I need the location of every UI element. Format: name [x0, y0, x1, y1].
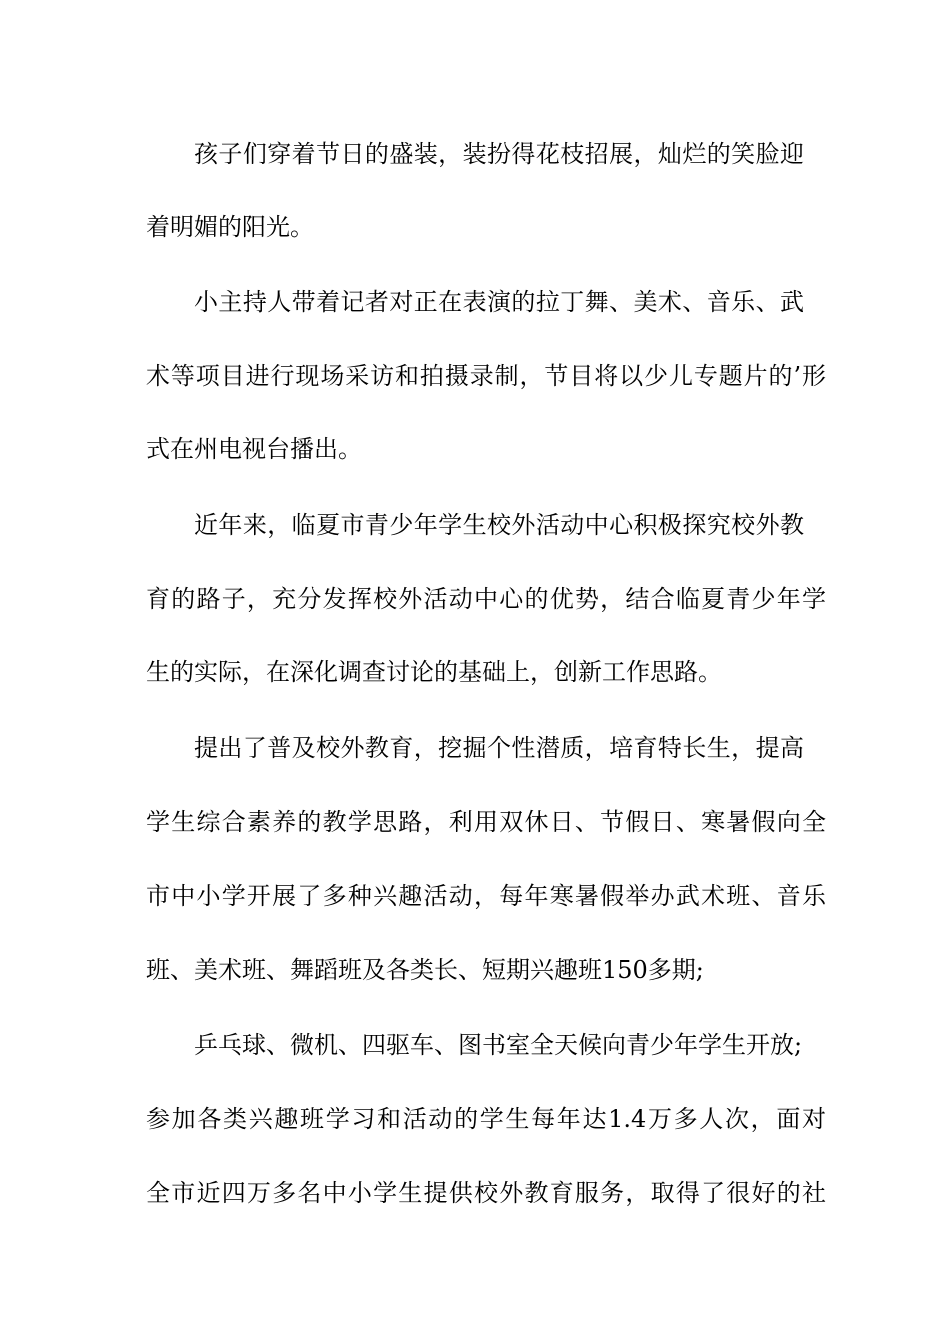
paragraph-5-line-3: 全市近四万多名中小学生提供校外教育服务，取得了很好的社 — [146, 1179, 826, 1207]
paragraph-4-line-3: 市中小学开展了多种兴趣活动，每年寒暑假举办武术班、音乐 — [146, 882, 826, 910]
paragraph-3-line-3: 生的实际，在深化调查讨论的基础上，创新工作思路。 — [146, 658, 722, 686]
paragraph-5-line-2: 参加各类兴趣班学习和活动的学生每年达1.4万多人次，面对 — [146, 1105, 826, 1133]
paragraph-3-line-2: 育的路子，充分发挥校外活动中心的优势，结合临夏青少年学 — [146, 585, 826, 613]
paragraph-2-line-1: 小主持人带着记者对正在表演的拉丁舞、美术、音乐、武 — [194, 288, 804, 316]
paragraph-4-line-2: 学生综合素养的教学思路，利用双休日、节假日、寒暑假向全 — [146, 808, 826, 836]
paragraph-2-line-3: 式在州电视台播出。 — [146, 435, 362, 463]
paragraph-5-line-1: 乒乓球、微机、四驱车、图书室全天候向青少年学生开放; — [194, 1031, 803, 1059]
paragraph-4-line-4: 班、美术班、舞蹈班及各类长、短期兴趣班150多期; — [146, 956, 704, 984]
paragraph-1-line-1: 孩子们穿着节日的盛装，装扮得花枝招展，灿烂的笑脸迎 — [194, 140, 804, 168]
paragraph-2-line-2: 术等项目进行现场采访和拍摄录制，节目将以少儿专题片的’形 — [146, 362, 826, 390]
paragraph-1-line-2: 着明媚的阳光。 — [146, 213, 314, 241]
paragraph-4-line-1: 提出了普及校外教育，挖掘个性潜质，培育特长生，提高 — [194, 734, 804, 762]
paragraph-3-line-1: 近年来，临夏市青少年学生校外活动中心积极探究校外教 — [194, 511, 804, 539]
